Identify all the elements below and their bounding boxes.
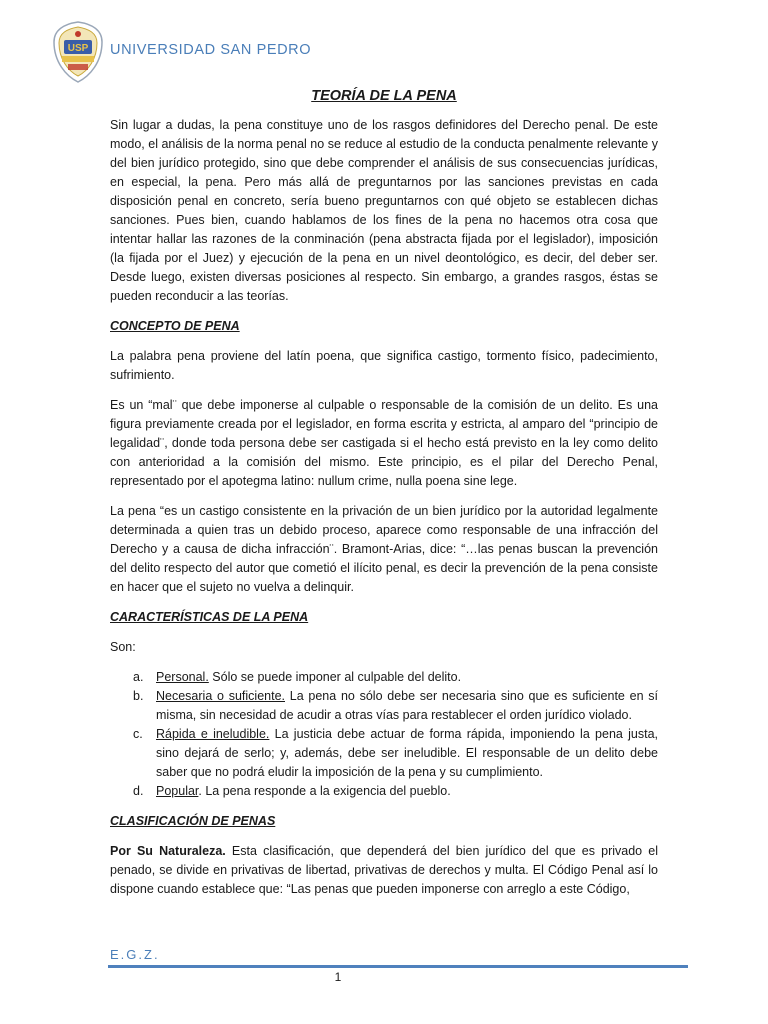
footer-divider [108,965,688,968]
document-title: TEORÍA DE LA PENA [311,88,457,104]
concepto-paragraph-1: La palabra pena proviene del latín poena, que significa castigo, tormento físico, padecimiento, sufrimiento. [110,349,658,382]
list-term: Rápida e ineludible. [156,727,270,741]
list-text: Sólo se puede imponer al culpable del delito. [208,670,462,684]
list-marker: a. [133,670,144,684]
clasificacion-lead: Por Su Naturaleza. [110,844,226,858]
page-number: 1 [334,970,342,984]
university-name: UNIVERSIDAD SAN PEDRO [110,42,312,58]
university-logo [50,20,106,84]
list-marker: c. [133,727,143,741]
intro-paragraph: Sin lugar a dudas, la pena constituye uno de los rasgos definidores del Derecho penal. De este modo, el análisis de la norma penal no se reduce al estudio de la conducta penalmente relevante y del bien jurídico protegido, sino que debe comprender el análisis de sus consecuencias jurídicas, en especial, la pena. Pero más allá de preguntarnos por las sanciones previstas en cada disposición penal en concreto, sería bueno preguntarnos con qué objeto se establecen dichas sanciones. Pues bien, cuando hablamos de los fines de la pena no hacemos otra cosa que intentar hallar las razones de la conminación (pena abstracta fijada por el legislador), imposición (la fijada por el Juez) y ejecución de la pena en un nivel deontológico, es decir, del deber ser. Desde luego, existen diversas posiciones al respecto. Sin embargo, a grandes rasgos, éstas se pueden reconducir a las teorías. [110,118,658,303]
section-heading-concepto: CONCEPTO DE PENA [110,319,240,333]
section-heading-clasificacion: CLASIFICACIÓN DE PENAS [110,814,276,828]
list-text: La justicia debe actuar de forma rápida, imponiendo la pena justa, sino dejará de serlo; y, además, debe ser ineludible. El responsable de un delito debe saber que no podrá eludir la imposición de la pena y su cumplimiento. [156,727,658,779]
list-item [110,782,658,801]
list-term: Popular [156,784,199,798]
list-item [110,725,658,782]
clasificacion-paragraph [110,842,658,899]
clasificacion-text: Esta clasificación, que dependerá del bien jurídico del que es privado el penado, se divide en privativas de libertad, privativas de derechos y multa. El Código Penal así lo dispone cuando establece que: “Las penas que pueden imponerse con arreglo a este Código, [110,844,658,896]
footer-initials: E.G.Z. [110,947,160,962]
list-marker: d. [133,784,144,798]
page-header [50,20,710,84]
list-text: La pena no sólo debe ser necesaria sino que es suficiente en sí misma, sin necesidad de acudir a otras vías para restablecer el orden jurídico violado. [156,689,658,722]
concepto-paragraph-3: La pena “es un castigo consistente en la privación de un bien jurídico por la autoridad legalmente determinada a quien tras un debido proceso, aparece como responsable de una infracción del Derecho y a causa de dicha infracción¨. Bramont-Arias, dice: “…las penas buscan la prevención del delito respecto del autor que cometió el ilícito penal, es decir la prevención de la pena consiste en hacer que el sujeto no vuelva a delinquir. [110,504,658,594]
list-term: Necesaria o suficiente. [156,689,285,703]
list-marker: b. [133,689,144,703]
caracteristicas-intro: Son: [110,640,136,654]
list-text: . La pena responde a la exigencia del pueblo. [198,784,451,798]
document-body [110,86,658,910]
list-item [110,687,658,725]
section-heading-caracteristicas: CARACTERÍSTICAS DE LA PENA [110,610,309,624]
list-term: Personal. [156,670,209,684]
svg-text:USP: USP [67,43,89,54]
list-item [110,668,658,687]
concepto-paragraph-2: Es un “mal¨ que debe imponerse al culpable o responsable de la comisión de un delito. Es una figura previamente creada por el legislador, en forma escrita y estricta, al amparo del “principio de legalidad¨, donde toda persona debe ser castigada si el hecho está previsto en la ley como delito con anterioridad a la comisión del mismo. Este principio, es el pilar del Derecho Penal, representado por el apotegma latino: nullum crime, nulla poena sine lege. [110,398,658,488]
caracteristicas-list [110,668,658,801]
